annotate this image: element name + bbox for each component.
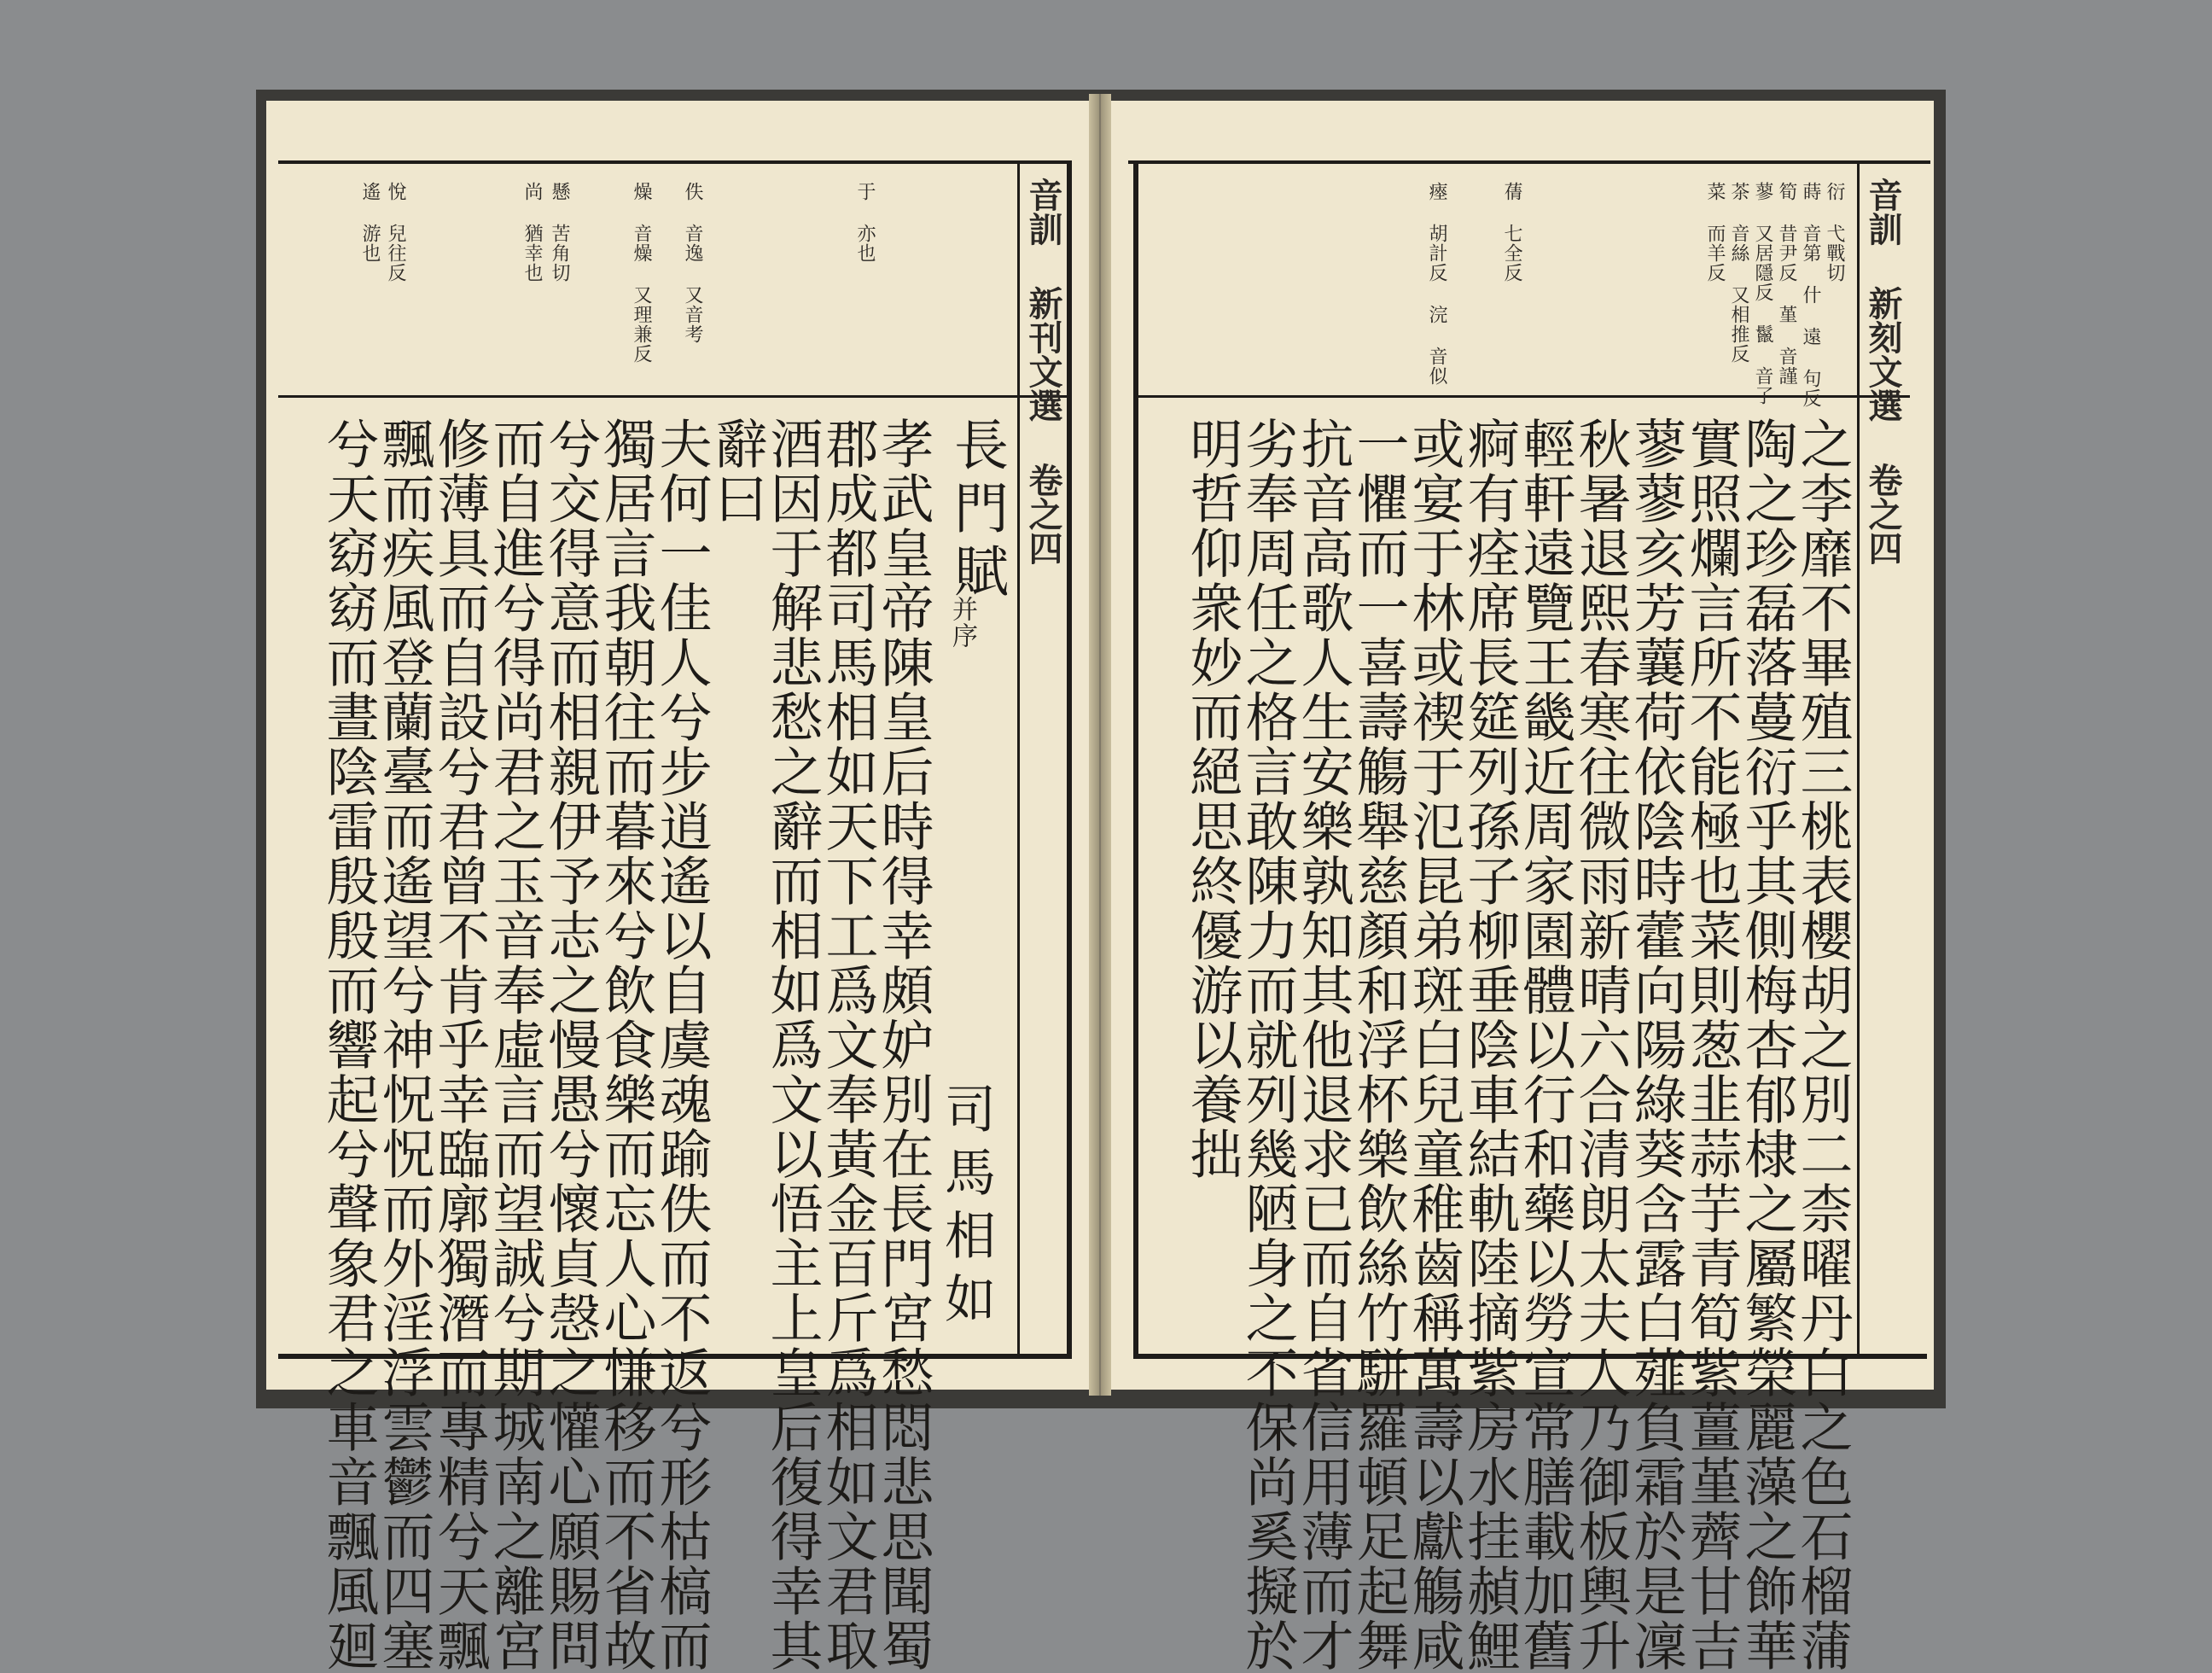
left-text-col-3: 酒因于解悲愁之辭而相如爲文以悟主上皇后復得幸其 — [761, 417, 824, 1673]
right-text-col-2: 陶之珍磊落蔓衍乎其側梅杏郁棣之屬繁榮麗藻之飾華 — [1736, 417, 1798, 1673]
right-text-col-8: 或宴于林或禊于氾昆弟斑白兒童稚齒稱萬壽以獻觴咸 — [1403, 417, 1465, 1673]
right-note-6: 菜 而羊反 — [1704, 182, 1726, 283]
right-text-col-9: 一懼而一喜壽觴舉慈顏和浮杯樂飲絲竹駢羅頓足起舞 — [1348, 417, 1410, 1673]
right-top-rule — [1128, 160, 1930, 164]
right-note-5: 茶 音絲 又相推反 — [1728, 182, 1749, 364]
left-margin-label: 音訓 新刊文選 卷之四 — [1023, 178, 1063, 565]
left-note-6: 悅 兒往反 — [385, 182, 406, 283]
right-text-col-6: 輕軒遠覽王畿近周家園體以行和藥以勞宣常膳載加舊 — [1514, 417, 1576, 1673]
left-note-3: 燥 音燥 又理兼反 — [631, 182, 652, 364]
left-text-col-4: 辭曰 — [706, 417, 768, 526]
left-text-col-7: 兮交得意而相親伊予志之慢愚兮懷貞愨之懽心願賜問 — [539, 417, 602, 1673]
book-spine — [1089, 94, 1111, 1396]
right-text-col-11: 劣奉周任之格言敢陳力而就列幾陋身之不保尚奚擬於 — [1237, 417, 1299, 1673]
document-title: 長門賦 — [945, 417, 1008, 606]
left-text-col-11: 兮天窈窈而晝陰雷殷殷而響起兮聲象君之車音飄風廻 — [317, 417, 380, 1673]
left-note-5: 尚 猶幸也 — [521, 182, 543, 283]
right-text-col-1: 之李靡不畢殖三桃表櫻胡之別二柰曜丹白之色石榴蒲 — [1791, 417, 1854, 1673]
left-note-7: 遙 游也 — [359, 182, 381, 263]
left-text-col-2: 郡成都司馬相如天下工爲文奉黃金百斤爲相如文君取 — [817, 417, 879, 1673]
right-text-col-12: 明哲仰衆妙而絕思終優游以養拙 — [1181, 417, 1243, 1181]
right-note-8: 瘞 胡計反 浣 音似 — [1426, 182, 1447, 386]
right-text-col-7: 痾有痊席長筵列孫子柳垂陰車結軌陸摘紫房水挂赬鯉 — [1458, 417, 1521, 1673]
right-note-3: 筍 昔尹反 堇 音謹 — [1776, 182, 1797, 386]
right-note-1: 衍 弋戰切 — [1824, 182, 1845, 283]
right-note-4: 蓼 又居隱反 鬣 音了 — [1752, 182, 1773, 405]
right-text-col-10: 抗音高歌人生安樂孰知其他退求已而自省信用薄而才 — [1292, 417, 1354, 1673]
right-text-col-4: 蓼蓼亥芳蘘荷依陰時藿向陽綠葵含露白薤負霜於是凜 — [1625, 417, 1687, 1673]
left-top-rule — [278, 160, 1072, 164]
right-margin-label: 音訓 新刻文選 卷之四 — [1863, 178, 1903, 565]
right-text-col-3: 實照爛言所不能極也菜則葱韭蒜芋青筍紫薑堇薺甘吉 — [1680, 417, 1743, 1673]
left-text-col-6: 獨居言我朝往而暮來兮飲食樂而忘人心慊移而不省故 — [595, 417, 657, 1673]
right-margin-rule — [1857, 160, 1860, 1354]
left-note-4: 懸 苦角切 — [549, 182, 570, 283]
left-text-col-8: 而自進兮得尚君之玉音奉虛言而望誠兮期城南之離宮 — [484, 417, 546, 1673]
left-text-col-1: 孝武皇帝陳皇后時得幸頗妒別在長門宮愁悶悲思聞蜀 — [872, 417, 934, 1673]
right-note-7: 蒨 七全反 — [1501, 182, 1522, 283]
left-text-col-10: 飄而疾風登蘭臺而遙望兮神怳怳而外淫浮雲鬱而四塞 — [373, 417, 435, 1673]
left-page — [266, 101, 1089, 1673]
left-note-1: 于 亦也 — [854, 182, 876, 263]
right-note-2: 蒔 音第 什 遠 句反 — [1800, 182, 1821, 408]
left-note-2: 佚 音逸 又音考 — [682, 182, 703, 344]
left-note-rule — [278, 395, 1072, 398]
author: 司馬相如 — [936, 1082, 996, 1335]
left-margin-rule — [1017, 160, 1020, 1354]
right-note-rule — [1133, 395, 1910, 398]
right-text-col-5: 秋暑退熙春寒往微雨新晴六合清朗太夫人乃御板輿升 — [1569, 417, 1632, 1673]
title-suffix: 并序 — [947, 596, 977, 649]
left-text-col-5: 夫何一佳人兮步逍遙以自虞魂踰佚而不返兮形枯槁而 — [650, 417, 713, 1673]
right-page — [1111, 101, 1934, 1673]
left-text-col-9: 修薄具而自設兮君曾不肯乎幸臨廓獨潛而專精兮天飄 — [428, 417, 491, 1673]
